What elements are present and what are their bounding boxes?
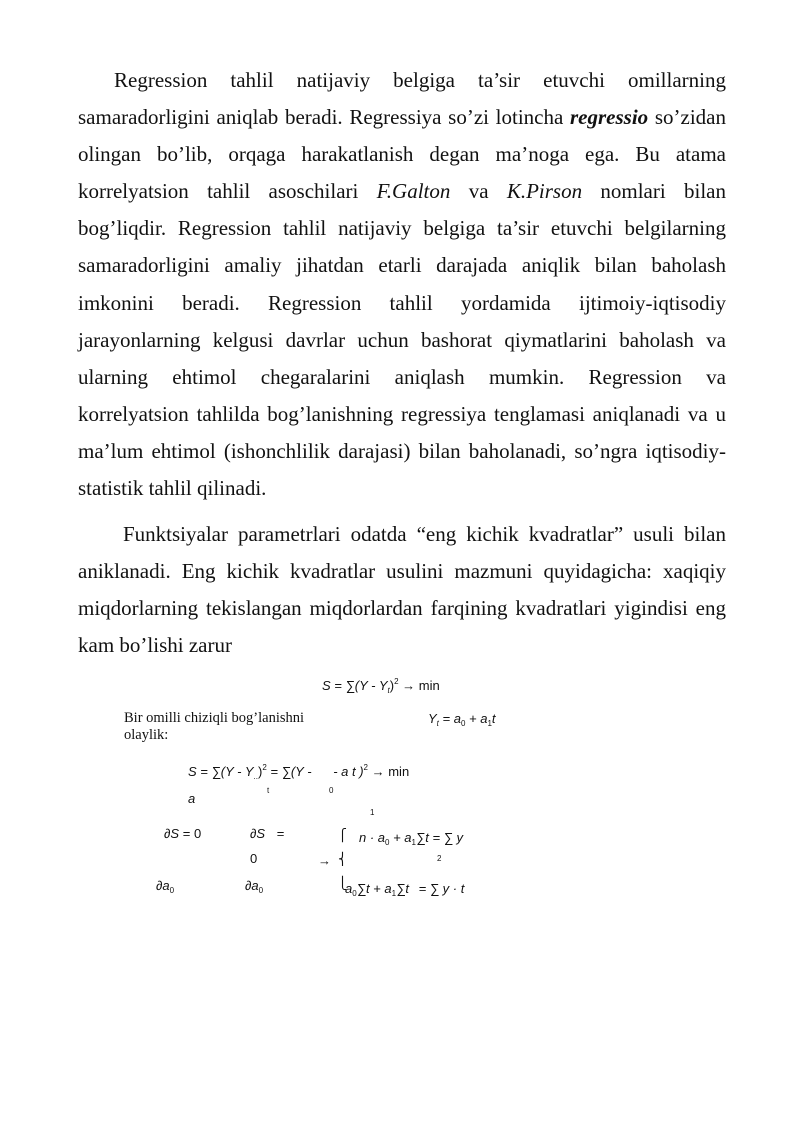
formula-expanded-b: )	[257, 764, 263, 779]
formula-objective-tail: → min	[402, 678, 440, 693]
normal-equation-1	[359, 830, 463, 845]
brace-mid: ⎨	[338, 852, 347, 866]
formula-linear-t: t	[491, 711, 496, 726]
formula-expanded-1-below: 1	[370, 808, 375, 817]
partial-da-2-sub: 0	[258, 886, 264, 895]
formula-linear-model	[428, 711, 496, 726]
formula-expanded-objective	[188, 764, 409, 779]
formula-expanded-0-below: 0	[329, 786, 334, 795]
formula-expanded-a: S = ∑(Y - Y	[188, 764, 254, 779]
partial-da-2: ∂a	[245, 878, 259, 893]
brace-top: ⎧	[338, 828, 347, 842]
implies-arrow: →	[318, 853, 331, 868]
normal-eq1-c: ∑t = ∑ y	[415, 830, 464, 845]
normal-eq2-d: = ∑ y · t	[418, 881, 465, 896]
paragraph-run: K.Pirson	[506, 179, 583, 204]
normal-eq2-b: ∑t + a	[356, 881, 392, 896]
normal-eq1-sub1: 1	[411, 838, 416, 847]
partial-denominator-1	[156, 878, 174, 893]
partial-derivative-2	[250, 826, 284, 841]
formula-linear-a0-sub: 0	[460, 719, 466, 728]
formula-expanded-d: - a t )	[333, 764, 364, 779]
partial-da-1-sub: 0	[169, 886, 175, 895]
formula-expanded-exp: 2	[262, 763, 267, 772]
paragraph-run: regressio	[570, 105, 649, 130]
formula-objective-close: )	[389, 678, 395, 693]
formula-expanded-c: = ∑(Y -	[266, 764, 312, 779]
formula-objective-lead: S = ∑(Y - Y	[322, 678, 388, 693]
normal-eq-two: 2	[437, 854, 442, 863]
normal-eq2-a: a	[345, 881, 353, 896]
normal-eq2-c: ∑t	[396, 881, 409, 896]
partial-denominator-2	[245, 878, 263, 893]
formula-expanded-tail: → min	[371, 764, 410, 779]
paragraph-run: so’zidan olingan bo’lib, orqaga harakatlanish degan ma’noga ega. Bu atama korrelyatsion tahlil asoschilari	[78, 105, 726, 204]
normal-eq1-a: n · a	[359, 830, 386, 845]
paragraph-regression-intro	[78, 62, 726, 507]
formula-linear-y-sub: t	[436, 719, 439, 728]
formula-linear-y: Y	[428, 711, 437, 726]
paragraph-run: nomlari bilan bog’liqdir. Regression tahlil natijaviy belgiga ta’sir etuvchi belgilarning samaradorligini amaliy jihatdan etarli darajada aniqlik bilan baholash imkonini beradi. Regression tahlil yordamida ijtimoiy-iqtisodiy jarayonlarning kelgusi davrlar uchun bashorat qiymatlarini baholash va ularning ehtimol chegaralarini aniqlash mumkin. Regression va korrelyatsion tahlilda bog’lanishning regressiya tenglamasi aniqlanadi va u ma’lum ehtimol (ishonchlilik darajasi) bilan baholanadi, so’ngra iqtisodiy-statistik tahlil qilinadi.	[78, 179, 726, 501]
paragraph-run: va	[450, 179, 507, 204]
formula-objective-sub: t	[387, 686, 390, 695]
formula-objective-exp: 2	[394, 677, 399, 686]
formula-linear-a1: + a	[465, 711, 488, 726]
paragraph-run: F.Galton	[376, 179, 451, 204]
partial-derivative-1	[164, 826, 201, 841]
caption-linear-relation: Bir omilli chiziqli bog’lanishni olaylik:	[124, 710, 305, 743]
partial-eq: =	[276, 826, 285, 841]
formula-linear-a1-sub: 1	[487, 719, 492, 728]
formula-expanded-t-below: t	[267, 786, 270, 795]
partial-dS-1: ∂S	[164, 826, 180, 841]
paragraph-least-squares	[78, 516, 726, 664]
formula-expanded-a-below: a	[188, 791, 196, 806]
normal-eq2-sub0: 0	[352, 889, 357, 898]
brace-bottom: ⎩	[338, 876, 347, 890]
formula-linear-a0: = a	[438, 711, 461, 726]
partial-da-1: ∂a	[156, 878, 170, 893]
formula-expanded-exp2: 2	[363, 763, 368, 772]
paragraph-run: Regression tahlil natijaviy belgiga ta’sir etuvchi omillarning samaradorligini aniqlab beradi. Regressiya so’zi lotincha	[78, 68, 726, 130]
normal-equation-2	[345, 881, 464, 896]
formula-expanded-dot: ..	[253, 772, 258, 781]
paragraph-least-squares-text: Funktsiyalar parametrlari odatda “eng kichik kvadratlar” usuli bilan aniklanadi. Eng kichik kvadratlar usulini mazmuni quyidagicha: xaqiqiy miqdorlarning tekislangan miqdorlardan farqining kvadratlari yigindisi eng kam bo’lishi zarur	[78, 522, 726, 658]
normal-eq1-b: + a	[389, 830, 412, 845]
partial-dS-2: ∂S	[250, 826, 266, 841]
formula-objective	[322, 678, 440, 693]
normal-eq2-sub1: 1	[391, 889, 397, 898]
partial-eq0: = 0	[182, 826, 202, 841]
normal-eq1-sub0: 0	[385, 838, 390, 847]
partial-zero: 0	[250, 851, 258, 866]
document-body	[78, 62, 726, 665]
